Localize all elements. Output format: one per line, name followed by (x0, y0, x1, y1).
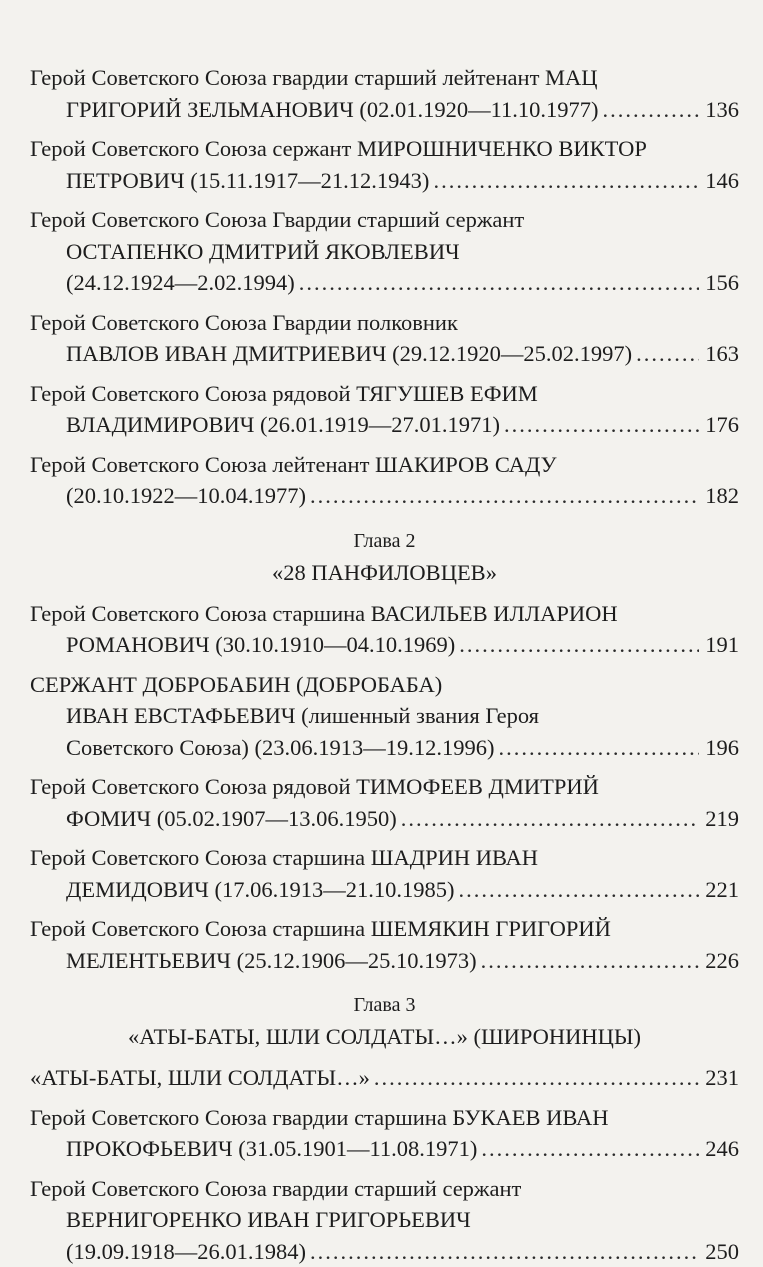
toc-entry-line (30, 1173, 739, 1205)
toc-entry-text: ФОМИЧ (05.02.1907—13.06.1950) (66, 803, 397, 835)
page-number: 176 (705, 409, 739, 441)
toc-entry-line (30, 338, 739, 370)
toc-entry (30, 1173, 739, 1267)
toc-entry-line (30, 409, 739, 441)
toc-entry (30, 307, 739, 370)
toc-entry (30, 1062, 739, 1094)
toc-entry-line (30, 700, 739, 732)
toc-section (30, 62, 739, 512)
toc-entry (30, 771, 739, 834)
toc-entry-text: ИВАН ЕВСТАФЬЕВИЧ (лишенный звания Героя (66, 703, 539, 728)
toc-entry-text: Герой Советского Союза старшина ШАДРИН ИВАН (30, 845, 538, 870)
page-number: 146 (705, 165, 739, 197)
dot-leader (481, 1133, 699, 1165)
dot-leader (498, 732, 699, 764)
toc-entry-text: «АТЫ-БАТЫ, ШЛИ СОЛДАТЫ…» (30, 1062, 370, 1094)
toc-entry-text: Герой Советского Союза рядовой ТЯГУШЕВ ЕФИМ (30, 381, 538, 406)
toc-entry (30, 669, 739, 764)
toc-entry (30, 1102, 739, 1165)
toc-entry-text: Герой Советского Союза сержант МИРОШНИЧЕНКО ВИКТОР (30, 136, 647, 161)
toc-entry-line (30, 669, 739, 701)
toc-entry-text: Герой Советского Союза старшина ВАСИЛЬЕВ ИЛЛАРИОН (30, 601, 618, 626)
dot-leader (636, 338, 699, 370)
toc-entry-text: МЕЛЕНТЬЕВИЧ (25.12.1906—25.10.1973) (66, 945, 477, 977)
toc-entry-line (30, 307, 739, 339)
toc-entry-text: Герой Советского Союза старшина ШЕМЯКИН ГРИГОРИЙ (30, 916, 611, 941)
toc-entry (30, 842, 739, 905)
toc-entry-line (30, 480, 739, 512)
dot-leader (310, 1236, 699, 1267)
toc-entry-text: Герой Советского Союза лейтенант ШАКИРОВ САДУ (30, 452, 557, 477)
toc-entry-line (30, 842, 739, 874)
page-number: 219 (705, 803, 739, 835)
chapter-number: Глава 2 (30, 526, 739, 556)
toc-entry-line (30, 1236, 739, 1267)
page-number: 191 (705, 629, 739, 661)
toc-entry-text: Советского Союза) (23.06.1913—19.12.1996) (66, 732, 494, 764)
toc-entry-text: Герой Советского Союза рядовой ТИМОФЕЕВ ДМИТРИЙ (30, 774, 599, 799)
dot-leader (458, 874, 699, 906)
dot-leader (481, 945, 700, 977)
toc-section (30, 990, 739, 1267)
toc-entry (30, 378, 739, 441)
toc-entry-line (30, 267, 739, 299)
toc-entry-text: (24.12.1924—2.02.1994) (66, 267, 295, 299)
toc-entry (30, 204, 739, 299)
dot-leader (401, 803, 699, 835)
toc-entry-line (30, 449, 739, 481)
toc-entry-text: Герой Советского Союза Гвардии старший сержант (30, 207, 524, 232)
page-number: 221 (705, 874, 739, 906)
toc-entry-text: ПЕТРОВИЧ (15.11.1917—21.12.1943) (66, 165, 429, 197)
toc-entry-text: РОМАНОВИЧ (30.10.1910—04.10.1969) (66, 629, 455, 661)
toc-entry-line (30, 378, 739, 410)
toc-entry-text: Герой Советского Союза гвардии старшина БУКАЕВ ИВАН (30, 1105, 608, 1130)
toc-entry (30, 449, 739, 512)
toc-entry-text: ПРОКОФЬЕВИЧ (31.05.1901—11.08.1971) (66, 1133, 477, 1165)
toc-entry-text: ОСТАПЕНКО ДМИТРИЙ ЯКОВЛЕВИЧ (66, 239, 460, 264)
toc-entry-text: ГРИГОРИЙ ЗЕЛЬМАНОВИЧ (02.01.1920—11.10.1977) (66, 94, 599, 126)
toc-entry-line (30, 1062, 739, 1094)
toc-entry-line (30, 1204, 739, 1236)
toc-entry-line (30, 913, 739, 945)
dot-leader (459, 629, 699, 661)
toc-entry-text: ПАВЛОВ ИВАН ДМИТРИЕВИЧ (29.12.1920—25.02.1997) (66, 338, 632, 370)
dot-leader (310, 480, 699, 512)
toc-entry-text: Герой Советского Союза Гвардии полковник (30, 310, 458, 335)
chapter-title: «АТЫ-БАТЫ, ШЛИ СОЛДАТЫ…» (ШИРОНИНЦЫ) (30, 1020, 739, 1054)
toc-entry-line (30, 204, 739, 236)
toc-entry-line (30, 1102, 739, 1134)
toc-entry (30, 598, 739, 661)
page-number: 136 (705, 94, 739, 126)
toc-entry-line (30, 236, 739, 268)
page-number: 182 (705, 480, 739, 512)
dot-leader (299, 267, 700, 299)
toc-entry-line (30, 629, 739, 661)
toc-entry-line (30, 1133, 739, 1165)
page-number: 196 (705, 732, 739, 764)
page-number: 250 (705, 1236, 739, 1267)
toc-entry-line (30, 874, 739, 906)
toc-section (30, 526, 739, 977)
toc-entry-text: Герой Советского Союза гвардии старший лейтенант МАЦ (30, 65, 598, 90)
toc-entry-line (30, 133, 739, 165)
toc-entry-text: СЕРЖАНТ ДОБРОБАБИН (ДОБРОБАБА) (30, 672, 442, 697)
toc-entry-line (30, 945, 739, 977)
toc-entry-line (30, 165, 739, 197)
dot-leader (433, 165, 699, 197)
page-number: 231 (705, 1062, 739, 1094)
toc-entry-line (30, 62, 739, 94)
dot-leader (374, 1062, 699, 1094)
dot-leader (603, 94, 700, 126)
toc-entry (30, 913, 739, 976)
toc-entry-text: Герой Советского Союза гвардии старший сержант (30, 1176, 521, 1201)
page-number: 156 (705, 267, 739, 299)
page-number: 163 (705, 338, 739, 370)
page-number: 226 (705, 945, 739, 977)
toc-entry-line (30, 803, 739, 835)
toc-entry-line (30, 771, 739, 803)
page-number: 246 (705, 1133, 739, 1165)
toc-entry-text: (19.09.1918—26.01.1984) (66, 1236, 306, 1267)
dot-leader (504, 409, 699, 441)
toc-entry (30, 62, 739, 125)
toc-entry-line (30, 732, 739, 764)
toc-entry (30, 133, 739, 196)
toc-entry-line (30, 94, 739, 126)
toc-entry-text: ВЕРНИГОРЕНКО ИВАН ГРИГОРЬЕВИЧ (66, 1207, 471, 1232)
toc-entry-text: (20.10.1922—10.04.1977) (66, 480, 306, 512)
toc-entry-text: ВЛАДИМИРОВИЧ (26.01.1919—27.01.1971) (66, 409, 500, 441)
toc-entry-text: ДЕМИДОВИЧ (17.06.1913—21.10.1985) (66, 874, 454, 906)
toc-entry-line (30, 598, 739, 630)
chapter-title: «28 ПАНФИЛОВЦЕВ» (30, 556, 739, 590)
chapter-number: Глава 3 (30, 990, 739, 1020)
